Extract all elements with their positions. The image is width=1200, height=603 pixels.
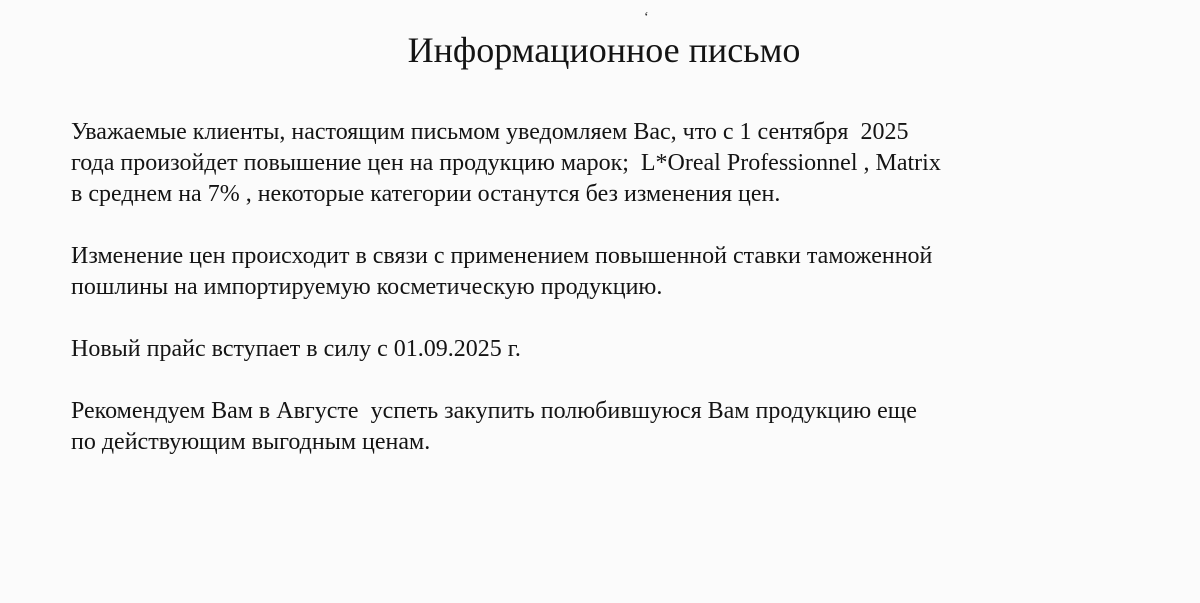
text-line: Изменение цен происходит в связи с применением повышенной ставки таможенной [71,243,933,269]
text-line: Уважаемые клиенты, настоящим письмом уведомляем Вас, что с 1 сентября 2025 [71,119,909,145]
text-line: года произойдет повышение цен на продукцию марок; L*Oreal Professionnel , Matrix [71,150,941,176]
letter-body [71,117,1171,489]
text-line: по действующим выгодным ценам. [71,429,431,455]
scan-mark: ‘ [644,10,649,25]
paragraph-recommendation [71,396,1171,458]
text-line: пошлины на импортируемую косметическую продукцию. [71,274,663,300]
paragraph-effective-date [71,334,1171,365]
paragraph-price-increase [71,117,1171,210]
text-line: Новый прайс вступает в силу с 01.09.2025 г. [71,336,521,362]
text-line: в среднем на 7% , некоторые категории останутся без изменения цен. [71,181,781,207]
letter-title: Информационное письмо [407,30,801,70]
paragraph-reason [71,241,1171,303]
text-line: Рекомендуем Вам в Августе успеть закупить полюбившуюся Вам продукцию еще [71,398,917,424]
